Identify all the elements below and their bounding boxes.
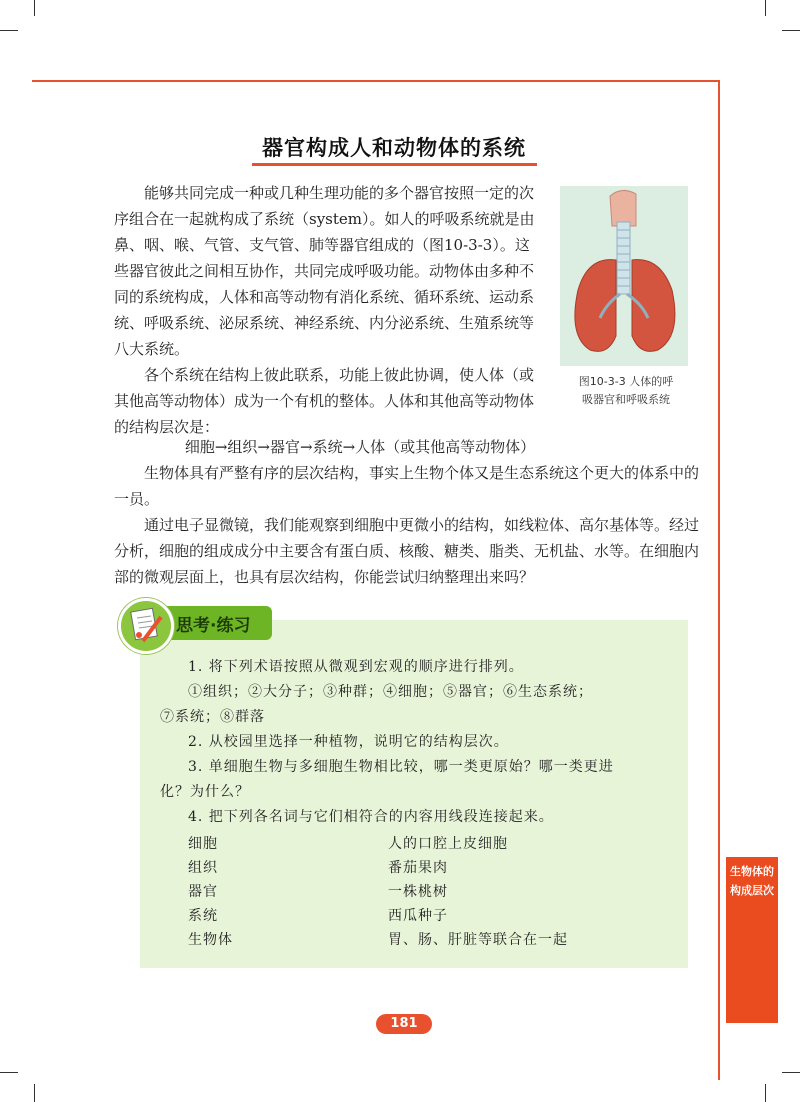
page-border-right xyxy=(718,80,720,1080)
page-border-top xyxy=(32,80,720,82)
question-1: 1. 将下列术语按照从微观到宏观的顺序进行排列。 xyxy=(188,659,524,675)
question-1-items: ①组织；②大分子；③种群；④细胞；⑤器官；⑥生态系统； xyxy=(188,684,593,700)
term-item: 细胞 xyxy=(188,836,218,852)
paragraph-systems: 能够共同完成一种或几种生理功能的多个器官按照一定的次序组合在一起就构成了系统（system）。如人的呼吸系统就是由鼻、咽、喉、气管、支气管、肺等器官组成的（图10-3-3）。这些器官彼此之间相互协作，共同完成呼吸功能。动物体由多种不同的系统构成，人体和高等动物有消化系统、循环系统、运动系统、呼吸系统、泌尿系统、神经系统、内分泌系统、生殖系统等八大系统。 xyxy=(114,184,535,358)
crop-mark xyxy=(34,1084,35,1102)
term-item: 系统 xyxy=(188,908,218,924)
crop-mark xyxy=(782,30,800,31)
match-item: 番茄果肉 xyxy=(388,860,448,876)
crop-mark xyxy=(0,1072,18,1073)
term-item: 组织 xyxy=(188,860,218,876)
question-1-items: ⑦系统；⑧群落 xyxy=(160,709,265,725)
title-underline xyxy=(252,163,537,166)
lungs-illustration xyxy=(560,186,688,366)
figure-caption xyxy=(556,373,696,409)
match-column xyxy=(388,832,568,952)
respiratory-system-figure xyxy=(560,186,688,366)
term-item: 器官 xyxy=(188,884,218,900)
chapter-side-tab-label: 生物体的构成层次 xyxy=(730,865,774,897)
section-title: 器官构成人和动物体的系统 xyxy=(262,136,526,160)
caption-line: 吸器官和呼吸系统 xyxy=(582,393,670,406)
match-item: 西瓜种子 xyxy=(388,908,448,924)
paragraph-ordered-structure: 生物体具有严整有序的层次结构，事实上生物个体又是生态系统这个更大的体系中的一员。 xyxy=(114,464,700,508)
question-4: 4. 把下列各名词与它们相符合的内容用线段连接起来。 xyxy=(188,809,554,825)
caption-line: 图10-3-3 人体的呼 xyxy=(578,375,674,388)
match-item: 胃、肠、肝脏等联合在一起 xyxy=(388,932,568,948)
notebook-pencil-icon xyxy=(118,598,174,654)
crop-mark xyxy=(765,0,766,16)
match-item: 一株桃树 xyxy=(388,884,448,900)
page-number: 181 xyxy=(390,1016,418,1031)
paragraph-microscope: 通过电子显微镜，我们能观察到细胞中更微小的结构，如线粒体、高尔基体等。经过分析，细胞的组成成分中主要含有蛋白质、核酸、糖类、脂类、无机盐、水等。在细胞内部的微观层面上，也具有层次结构，你能尝试归纳整理出来吗？ xyxy=(114,516,700,586)
crop-mark xyxy=(0,30,18,31)
question-2: 2. 从校园里选择一种植物，说明它的结构层次。 xyxy=(188,734,509,750)
term-item: 生物体 xyxy=(188,932,233,948)
structure-hierarchy: 细胞→组织→器官→系统→人体（或其他高等动物体） xyxy=(184,438,536,456)
question-3: 3. 单细胞生物与多细胞生物相比较，哪一类更原始？哪一类更进 xyxy=(188,759,614,775)
term-column xyxy=(188,832,233,952)
paragraph-coordination: 各个系统在结构上彼此联系，功能上彼此协调，使人体（或其他高等动物体）成为一个有机的整体。人体和其他高等动物体的结构层次是： xyxy=(114,366,535,436)
crop-mark xyxy=(34,0,35,16)
exercise-title: 思考·练习 xyxy=(176,616,251,636)
crop-mark xyxy=(765,1084,766,1102)
crop-mark xyxy=(782,1072,800,1073)
match-item: 人的口腔上皮细胞 xyxy=(388,836,508,852)
question-3: 化？为什么？ xyxy=(160,784,250,800)
